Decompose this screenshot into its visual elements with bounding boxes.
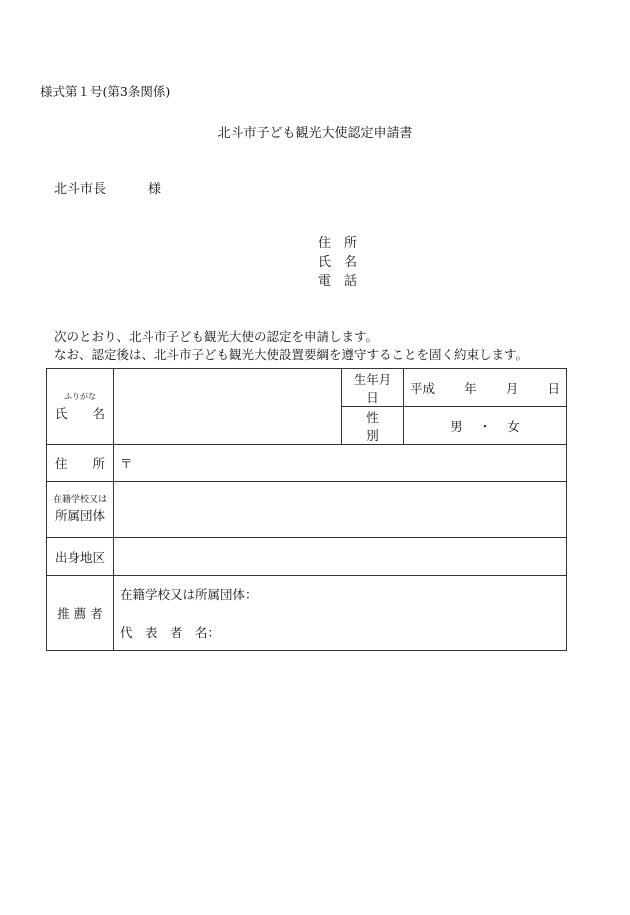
application-form-table [46, 368, 567, 651]
hometown-field[interactable] [114, 538, 567, 576]
birthdate-label: 生年月日 [342, 369, 404, 407]
row-address [47, 445, 567, 482]
birthdate-day: 日 [547, 380, 560, 396]
recommender-label: 推 薦 者 [47, 576, 114, 651]
birthdate-field[interactable] [404, 369, 567, 407]
addressee-name: 北斗市長 [54, 182, 107, 197]
postal-mark: 〒 [120, 456, 133, 471]
intro-line-1: 次のとおり、北斗市子ども観光大使の認定を申請します。 [54, 329, 379, 344]
hometown-label: 出身地区 [47, 538, 114, 576]
school-field[interactable] [114, 482, 567, 538]
birthdate-year: 年 [464, 380, 477, 396]
applicant-block [318, 234, 357, 291]
intro-text [54, 328, 528, 364]
gender-field[interactable] [404, 407, 567, 445]
row-school [47, 482, 567, 538]
applicant-address-label: 住 所 [318, 236, 358, 251]
gender-label: 性 別 [342, 407, 404, 445]
recommender-rep-label: 代 表 者 名： [120, 625, 221, 640]
recommender-field[interactable] [114, 576, 567, 651]
gender-male[interactable]: 男 [450, 418, 463, 434]
addressee-honorific: 様 [148, 182, 162, 197]
row-hometown [47, 538, 567, 576]
intro-line-2: なお、認定後は、北斗市子ども観光大使設置要綱を遵守することを固く約束します。 [54, 347, 529, 362]
row-recommender [47, 576, 567, 651]
document-title: 北斗市子ども観光大使認定申請書 [217, 126, 413, 141]
birthdate-month: 月 [505, 380, 519, 396]
school-small-label: 在籍学校又は [53, 495, 108, 505]
school-label-cell [47, 482, 114, 538]
form-number: 様式第１号(第3条関係) [40, 84, 171, 99]
name-label-cell [47, 369, 114, 445]
applicant-name-label: 氏 名 [318, 255, 358, 270]
gender-female[interactable]: 女 [507, 418, 520, 434]
birthdate-era: 平成 [410, 380, 436, 396]
address-field[interactable] [114, 445, 567, 482]
school-label: 所属団体 [54, 508, 105, 523]
row-name-birth [47, 369, 567, 407]
name-field[interactable] [114, 369, 342, 445]
addressee [54, 178, 161, 197]
applicant-phone-label: 電 話 [318, 274, 358, 289]
address-label: 住 所 [47, 445, 114, 482]
gender-separator: ・ [478, 418, 492, 434]
furigana-label: ふりがな [64, 391, 96, 401]
recommender-school-label: 在籍学校又は所属団体： [120, 587, 258, 602]
name-label: 氏 名 [54, 405, 105, 421]
